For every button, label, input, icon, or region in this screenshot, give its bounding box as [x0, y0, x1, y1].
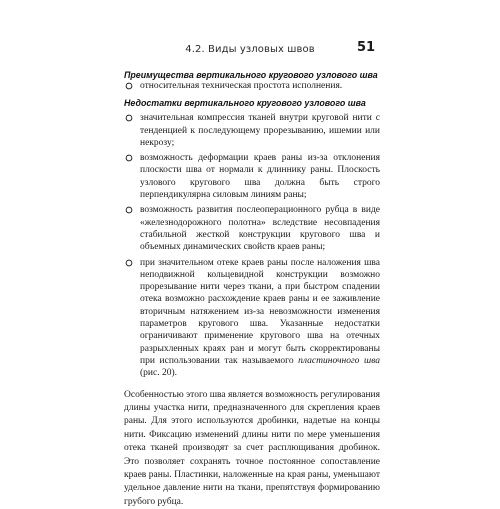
section-title: 4.2. Виды узловых швов [185, 44, 315, 55]
list-item-text-before: при значительном отеке краев раны после наложения шва неподвижной кольцевидной конструкции возможно прорезывание нити через ткани, а при быстром спадении отека возможно расхождение краев раны и ее заживление вторичным натяжением из-за невозможности изменения параметров кругового шва. Указанные недостатки ограничивают применение кругового шва на отечных разрыхленных краях ран и могут быть скорректированы при использовании так называемого [140, 257, 380, 366]
page-number: 51 [357, 40, 376, 55]
list-item [124, 112, 380, 149]
disadvantages-list [124, 112, 380, 379]
hollow-circle-bullet-icon [125, 206, 133, 214]
hollow-circle-bullet-icon [125, 259, 133, 267]
hollow-circle-bullet-icon [125, 154, 133, 162]
body-paragraph: Особенностью этого шва является возможность регулирования длины участка нити, предназначенного для скрепления краев раны. Для этого используются дробинки, надетые на концы нити. Фиксацию изменений длины нити по мере уменьшения отека тканей производят за счет расплющивания дробинок. Это позволяет сохранять точное постоянное сопоставление краев раны. Пластинки, наложенные на края раны, уменьшают удельное давление нити на ткани, препятствуя формированию грубого рубца. [124, 389, 380, 507]
running-header [120, 44, 380, 58]
figure-term-emphasis: пластиночного шва [298, 355, 381, 366]
list-item-text: возможность развития послеоперационного рубца в виде «железнодорожного полотна» вследствие несовпадения стабильной жесткой конструкции кругового шва и объемных динамических свойств краев раны; [140, 205, 380, 253]
hollow-circle-bullet-icon [125, 114, 133, 122]
list-item-text-after: (рис. 20). [140, 368, 178, 379]
list-item-text: возможность деформации краев раны из-за отклонения плоскости шва от нормали к длиннику раны. Плоскость узлового кругового шва должна быть строго перпендикулярна силовым линиям раны; [140, 153, 380, 201]
list-item [124, 80, 380, 92]
page-content [124, 66, 380, 509]
disadvantages-heading: Недостатки вертикального кругового узлового шва [124, 98, 366, 109]
list-item-text: значительная компрессия тканей внутри круговой нити с тенденцией к последующему прорезыванию, ишемии или некрозу; [140, 113, 380, 148]
advantages-list [124, 80, 380, 92]
list-item [124, 204, 380, 253]
advantages-heading: Преимущества вертикального кругового узлового шва [124, 70, 378, 80]
list-item [124, 257, 380, 380]
list-item [124, 152, 380, 201]
list-item-text: относительная техническая простота исполнения. [140, 81, 343, 91]
hollow-circle-bullet-icon [125, 82, 133, 90]
